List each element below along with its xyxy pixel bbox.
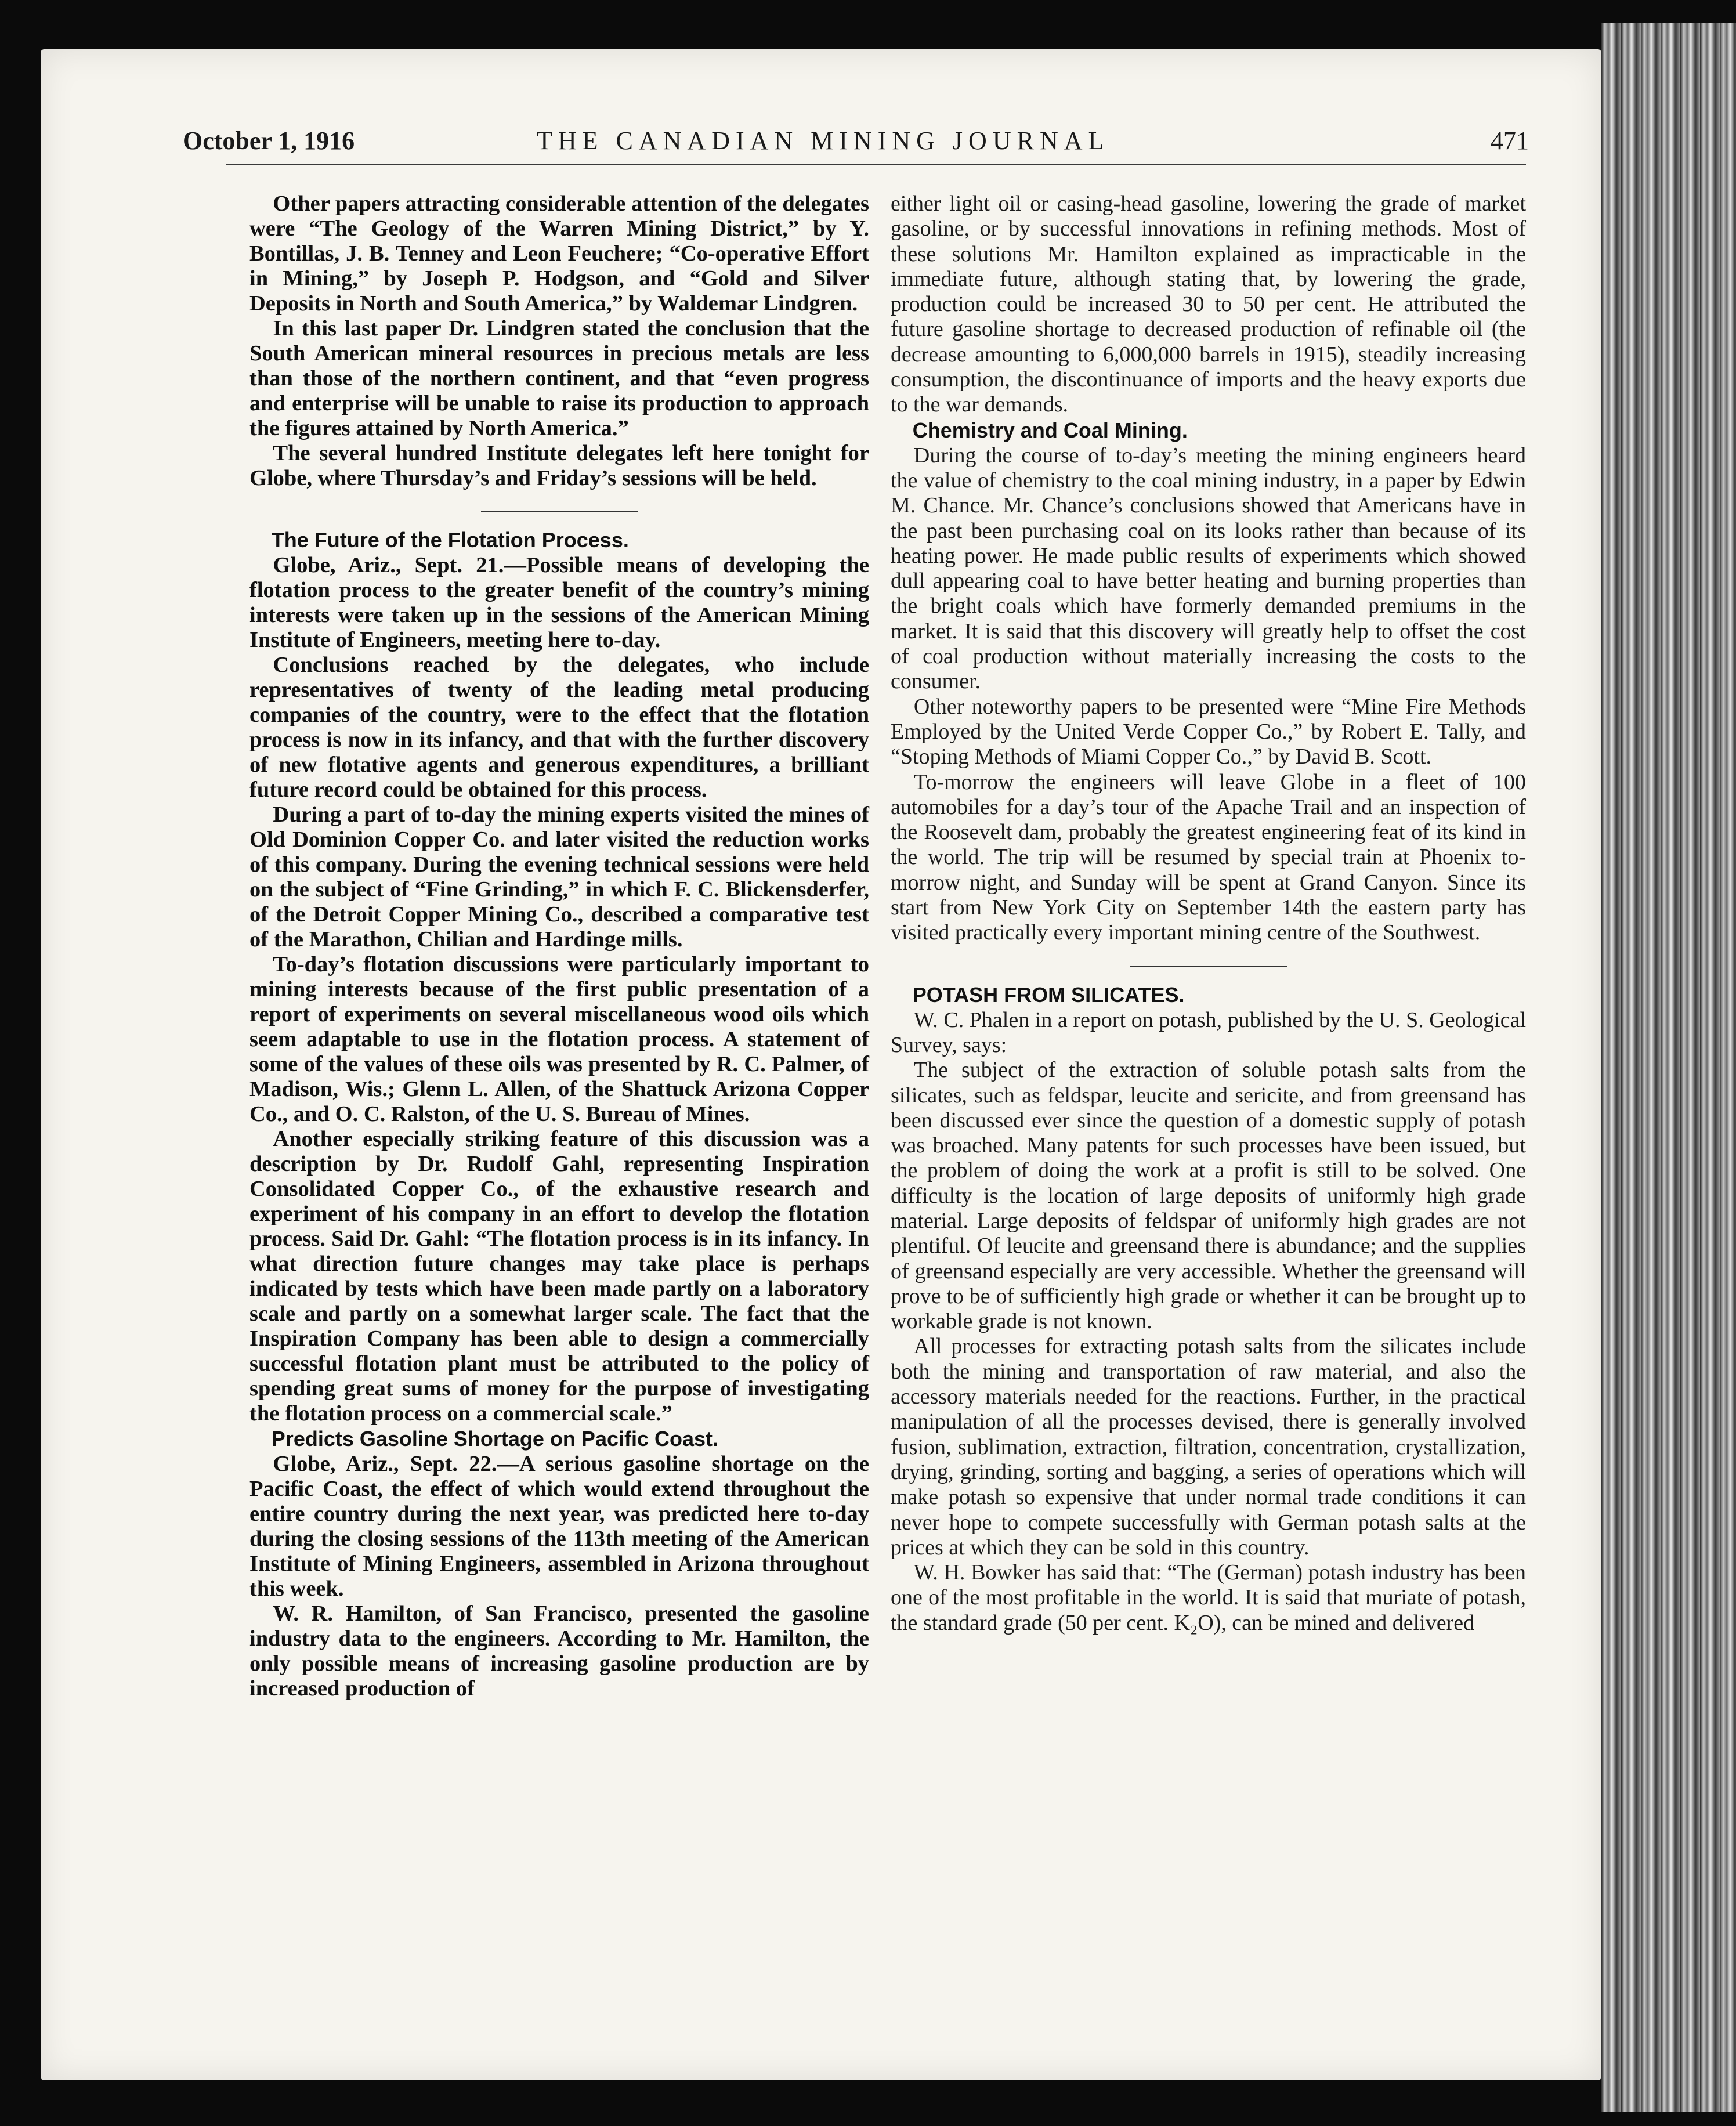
section-divider <box>481 511 638 512</box>
paragraph: In this last paper Dr. Lindgren stated the conclusion that the South American mineral resources in precious metals are less than those of the northern continent, and that “even progress and enterprise will be unable to raise its production to approach the figures attained by North America.” <box>249 316 869 440</box>
section-divider <box>1130 966 1287 967</box>
paragraph: During the course of to-day’s meeting the mining engineers heard the value of chemistry to the coal mining industry, in a paper by Edwin M. Chance. Mr. Chance’s conclusions showed that Americans have in the past been purchasing coal on its looks rather than because of its heating power. He made public results of experiments which showed dull appearing coal to have better heating and burning properties than the bright coals which have formerly demanded premiums in the market. It is said that this discovery will greatly help to offset the cost of coal production without materially increasing the costs to the consumer. <box>891 443 1526 694</box>
running-header <box>183 125 1529 165</box>
paragraph: The subject of the extraction of soluble potash salts from the silicates, such as feldspar, leucite and sericite, and from greensand has been discussed ever since the question of a domestic supply of potash was broached. Many patents for such processes have been issued, but the problem of doing the work at a profit is still to be solved. One difficulty is the location of large deposits of uniformly high grade material. Large deposits of feldspar of uniformly high grades are not plentiful. Of leucite and greensand there is abundance; and the supplies of greensand especially are very accessible. Whether the greensand will prove to be of sufficiently high grade or whether it can be brought up to workable grade is not known. <box>891 1058 1526 1334</box>
header-rule <box>226 164 1526 165</box>
section-heading-chemistry: Chemistry and Coal Mining. <box>912 418 1188 442</box>
paragraph: During a part of to-day the mining experts visited the mines of Old Dominion Copper Co. and later visited the reduction works of this company. During the evening technical sessions were held on the subject of “Fine Grinding,” in which F. C. Blickensderfer, of the Detroit Copper Mining Co., described a comparative test of the Marathon, Chilian and Hardinge mills. <box>249 802 869 952</box>
paragraph: Globe, Ariz., Sept. 21.—Possible means of developing the flotation process to the greater benefit of the country’s mining interests were taken up in the sessions of the American Mining Institute of Engineers, meeting here to-day. <box>249 553 869 652</box>
paragraph: All processes for extracting potash salts from the silicates include both the mining and transportation of raw material, and also the accessory materials needed for the reactions. Further, in the practical manipulation of all the processes devised, there is generally involved fusion, sublimation, extraction, filtration, concentration, crystallization, drying, grinding, sorting and bagging, a series of operations which will make potash so expensive that under normal trade conditions it can never hope to compete successfully with German potash salts at the prices at which they can be sold in this country. <box>891 1334 1526 1560</box>
paragraph: either light oil or casing-head gasoline, lowering the grade of market gasoline, or by successful innovations in refining methods. Most of these solutions Mr. Hamilton explained as impracticable in the immediate future, although stating that, by lowering the grade, production could be increased 30 to 50 per cent. He attributed the future gasoline shortage to decreased production of refinable oil (the decrease amounting to 6,000,000 barrels in 1915), steadily increasing consumption, the discontinuance of imports and the heavy exports due to the war demands. <box>891 191 1526 417</box>
left-column <box>249 191 869 1701</box>
paragraph: To-day’s flotation discussions were particularly important to mining interests because of the first public presentation of a report of experiments on several miscellaneous wood oils which seem adaptable to use in the flotation process. A statement of some of the values of these oils was presented by R. C. Palmer, of Madison, Wis.; Glenn L. Allen, of the Shattuck Arizona Copper Co., and O. C. Ralston, of the U. S. Bureau of Mines. <box>249 952 869 1126</box>
paragraph: To-morrow the engineers will leave Globe in a fleet of 100 automobiles for a day’s tour of the Apache Trail and an inspection of the Roosevelt dam, probably the greatest engineering feat of its kind in the world. The trip will be resumed by special train at Phoenix to-morrow night, and Sunday will be spent at Grand Canyon. Since its start from New York City on September 14th the eastern party has visited practically every important mining centre of the Southwest. <box>891 769 1526 945</box>
header-date: October 1, 1916 <box>183 126 355 155</box>
header-page-number: 471 <box>1491 126 1529 155</box>
paragraph: The several hundred Institute delegates left here tonight for Globe, where Thursday’s and Friday’s sessions will be held. <box>249 441 869 490</box>
right-column <box>891 191 1526 1636</box>
paragraph: W. C. Phalen in a report on potash, published by the U. S. Geological Survey, says: <box>891 1007 1526 1057</box>
binding-gutter <box>1601 23 1736 2112</box>
section-heading-gasoline: Predicts Gasoline Shortage on Pacific Coast. <box>271 1427 719 1451</box>
paragraph: W. R. Hamilton, of San Francisco, presented the gasoline industry data to the engineers. According to Mr. Hamilton, the only possible means of increasing gasoline production are by increased production of <box>249 1601 869 1701</box>
paragraph: Another especially striking feature of this discussion was a description by Dr. Rudolf Gahl, representing Inspiration Consolidated Copper Co., of the exhaustive research and experiment of his company in an effort to develop the flotation process. Said Dr. Gahl: “The flotation process is in its infancy. In what direction future changes may take place is perhaps indicated by tests which have been made partly on a laboratory scale and partly on a somewhat larger scale. The fact that the Inspiration Company has been able to design a commercially successful flotation plant must be attributed to the policy of spending great sums of money for the purpose of investigating the flotation process on a commercial scale.” <box>249 1127 869 1426</box>
header-journal-title: THE CANADIAN MINING JOURNAL <box>537 126 1110 155</box>
paragraph: Globe, Ariz., Sept. 22.—A serious gasoline shortage on the Pacific Coast, the effect of which would extend throughout the entire country during the next year, was predicted here to-day during the closing sessions of the 113th meeting of the American Institute of Mining Engineers, assembled in Arizona throughout this week. <box>249 1452 869 1601</box>
section-heading-potash: POTASH FROM SILICATES. <box>912 982 1185 1007</box>
paragraph: W. H. Bowker has said that: “The (German) potash industry has been one of the most profitable in the world. It is said that muriate of potash, the standard grade (50 per cent. K₂O), can be mined and delivered <box>891 1560 1526 1635</box>
paragraph: Other noteworthy papers to be presented were “Mine Fire Methods Employed by the United Verde Copper Co.,” by Robert E. Tally, and “Stoping Methods of Miami Copper Co.,” by David B. Scott. <box>891 694 1526 769</box>
paragraph: Conclusions reached by the delegates, who include representatives of twenty of the leading metal producing companies of the country, were to the effect that the flotation process is now in its infancy, and that with the further discovery of new flotative agents and generous expenditures, a brilliant future record could be obtained for this process. <box>249 653 869 802</box>
paragraph: Other papers attracting considerable attention of the delegates were “The Geology of the Warren Mining District,” by Y. Bontillas, J. B. Tenney and Leon Feuchere; “Co-operative Effort in Mining,” by Joseph P. Hodgson, and “Gold and Silver Deposits in North and South America,” by Waldemar Lindgren. <box>249 191 869 316</box>
section-heading-flotation: The Future of the Flotation Process. <box>271 528 629 552</box>
